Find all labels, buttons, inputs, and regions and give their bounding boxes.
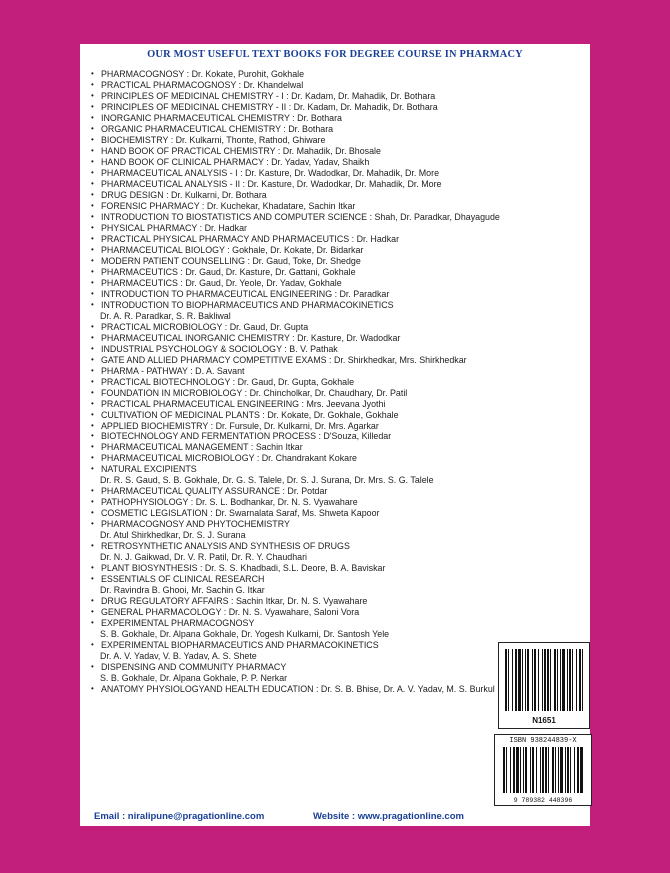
book-item [91,146,591,157]
book-title: FORENSIC PHARMACY : Dr. Kuchekar, Khadatare, Sachin Itkar [101,200,356,211]
book-title: ORGANIC PHARMACEUTICAL CHEMISTRY : Dr. Bothara [101,123,334,134]
book-title: PATHOPHYSIOLOGY : Dr. S. L. Bodhankar, Dr. N. S. Vyawahare [101,497,358,508]
book-title: PHARMACEUTICAL MICROBIOLOGY : Dr. Chandrakant Kokare [101,453,357,464]
book-item [91,212,591,223]
book-title: PHARMACOGNOSY AND PHYTOCHEMISTRY [101,519,290,530]
book-item [91,442,591,453]
book-item [91,102,591,113]
book-item [91,124,591,135]
book-item [91,256,591,267]
book-authors: Dr. A. R. Paradkar, S. R. Bakliwal [100,310,231,321]
book-item [91,91,591,102]
book-title: NATURAL EXCIPIENTS [101,464,197,475]
barcode-icon [505,649,583,711]
book-item [91,355,591,366]
book-title: CULTIVATION OF MEDICINAL PLANTS : Dr. Kokate, Dr. Gokhale, Gokhale [101,409,399,420]
book-item [91,245,591,256]
book-title: BIOCHEMISTRY : Dr. Kulkarni, Thonte, Rathod, Ghiware [101,134,326,145]
book-item [91,300,591,322]
book-title: PLANT BIOSYNTHESIS : Dr. S. S. Khadbadi, S.L. Deore, B. A. Baviskar [101,563,386,574]
book-title: PHARMACOGNOSY : Dr. Kokate, Purohit, Gokhale [101,69,305,79]
book-title: PHYSICAL PHARMACY : Dr. Hadkar [101,222,247,233]
book-title: PRINCIPLES OF MEDICINAL CHEMISTRY - II : Dr. Kadam, Dr. Mahadik, Dr. Bothara [101,101,438,112]
book-item [91,497,591,508]
book-item [91,278,591,289]
book-list [91,69,591,695]
book-title: PHARMA - PATHWAY : D. A. Savant [101,365,245,376]
book-title: PRACTICAL PHARMACOGNOSY : Dr. Khandelwal [101,79,304,90]
barcode-label [498,642,590,729]
book-item [91,322,591,333]
book-title: PHARMACEUTICAL MANAGEMENT : Sachin Itkar [101,442,303,453]
book-title: PHARMACEUTICAL BIOLOGY : Gokhale, Dr. Kokate, Dr. Bidarkar [101,244,364,255]
book-title: FOUNDATION IN MICROBIOLOGY : Dr. Chincholkar, Dr. Chaudhary, Dr. Patil [101,387,408,398]
book-item [91,410,591,421]
barcode-code: N1651 [532,716,556,725]
book-item [91,431,591,442]
book-title: PHARMACEUTICS : Dr. Gaud, Dr. Kasture, Dr. Gattani, Gokhale [101,266,356,277]
book-item [91,563,591,574]
book-item [91,486,591,497]
isbn-barcode-icon [503,747,583,793]
book-title: BIOTECHNOLOGY AND FERMENTATION PROCESS : D'Souza, Killedar [101,431,392,442]
book-title: PRACTICAL PHYSICAL PHARMACY AND PHARMACEUTICS : Dr. Hadkar [101,233,400,244]
isbn-digits: 9 789382 448396 [513,797,573,804]
footer-website[interactable]: Website : www.pragationline.com [313,811,464,822]
book-item [91,113,591,124]
book-item [91,234,591,245]
book-item [91,377,591,388]
book-title: DRUG DESIGN : Dr. Kulkarni, Dr. Bothara [101,189,267,200]
book-title: HAND BOOK OF PRACTICAL CHEMISTRY : Dr. Mahadik, Dr. Bhosale [101,145,381,156]
book-item [91,541,591,563]
book-item [91,157,591,168]
book-authors: Dr. N. J. Gaikwad, Dr. V. R. Patil, Dr. R. Y. Chaudhari [100,552,307,563]
isbn-label: ISBN 938244839-X [509,737,577,745]
book-authors: Dr. A. V. Yadav, V. B. Yadav, A. S. Shete [100,651,257,662]
book-title: PHARMACEUTICAL INORGANIC CHEMISTRY : Dr. Kasture, Dr. Wadodkar [101,332,401,343]
book-title: EXPERIMENTAL BIOPHARMACEUTICS AND PHARMACOKINETICS [101,640,379,651]
book-item [91,519,591,541]
book-item [91,464,591,486]
book-title: HAND BOOK OF CLINICAL PHARMACY : Dr. Yadav, Yadav, Shaikh [101,156,370,167]
book-title: PHARMACEUTICAL ANALYSIS - I : Dr. Kasture, Dr. Wadodkar, Dr. Mahadik, Dr. More [101,167,440,178]
book-title: INORGANIC PHARMACEUTICAL CHEMISTRY : Dr. Bothara [101,112,342,123]
book-item [91,69,591,80]
book-item [91,135,591,146]
book-item [91,399,591,410]
book-title: MODERN PATIENT COUNSELLING : Dr. Gaud, Toke, Dr. Shedge [101,255,361,266]
book-title: DISPENSING AND COMMUNITY PHARMACY [101,662,287,673]
book-title: PRACTICAL PHARMACEUTICAL ENGINEERING : Mrs. Jeevana Jyothi [101,398,386,409]
book-item [91,168,591,179]
book-item [91,80,591,91]
book-item [91,388,591,399]
book-title: INTRODUCTION TO BIOPHARMACEUTICS AND PHARMACOKINETICS [101,299,394,310]
book-authors: S. B. Gokhale, Dr. Alpana Gokhale, P. P. Nerkar [100,673,288,684]
book-authors: Dr. R. S. Gaud, S. B. Gokhale, Dr. G. S. Talele, Dr. S. J. Surana, Dr. Mrs. S. G. Talele [100,475,434,486]
book-item [91,267,591,278]
book-title: COSMETIC LEGISLATION : Dr. Swarnalata Saraf, Ms. Shweta Kapoor [101,508,380,519]
book-item [91,223,591,234]
book-title: GATE AND ALLIED PHARMACY COMPETITIVE EXAMS : Dr. Shirkhedkar, Mrs. Shirkhedkar [101,354,467,365]
book-title: PHARMACEUTICAL ANALYSIS - II : Dr. Kasture, Dr. Wadodkar, Dr. Mahadik, Dr. More [101,178,442,189]
book-title: EXPERIMENTAL PHARMACOGNOSY [101,618,255,629]
book-item [91,421,591,432]
book-authors: Dr. Ravindra B. Ghooi, Mr. Sachin G. Itkar [100,585,265,596]
book-title: PHARMACEUTICS : Dr. Gaud, Dr. Yeole, Dr. Yadav, Gokhale [101,277,342,288]
book-item [91,618,591,640]
book-item [91,596,591,607]
book-title: INDUSTRIAL PSYCHOLOGY & SOCIOLOGY : B. V. Pathak [101,343,338,354]
book-title: INTRODUCTION TO PHARMACEUTICAL ENGINEERING : Dr. Paradkar [101,288,390,299]
page-heading: OUR MOST USEFUL TEXT BOOKS FOR DEGREE COURSE IN PHARMACY [147,49,523,60]
book-title: ESSENTIALS OF CLINICAL RESEARCH [101,574,265,585]
book-title: PHARMACEUTICAL QUALITY ASSURANCE : Dr. Potdar [101,486,328,497]
footer-email[interactable]: Email : niralipune@pragationline.com [94,811,265,822]
book-item [91,508,591,519]
book-item [91,453,591,464]
book-authors: S. B. Gokhale, Dr. Alpana Gokhale, Dr. Yogesh Kulkarni, Dr. Santosh Yele [100,629,390,640]
book-title: DRUG REGULATORY AFFAIRS : Sachin Itkar, Dr. N. S. Vyawahare [101,596,368,607]
book-item [91,344,591,355]
book-title: ANATOMY PHYSIOLOGYAND HEALTH EDUCATION : Dr. S. B. Bhise, Dr. A. V. Yadav, M. S. Burkul [101,684,495,695]
book-authors: Dr. Atul Shirkhedkar, Dr. S. J. Surana [100,530,246,541]
book-title: GENERAL PHARMACOLOGY : Dr. N. S. Vyawahare, Saloni Vora [101,607,360,618]
isbn-barcode [494,734,592,806]
book-item [91,607,591,618]
book-title: RETROSYNTHETIC ANALYSIS AND SYNTHESIS OF DRUGS [101,541,350,552]
book-title: PRACTICAL BIOTECHNOLOGY : Dr. Gaud, Dr. Gupta, Gokhale [101,376,355,387]
book-item [91,289,591,300]
book-item [91,366,591,377]
book-item [91,574,591,596]
book-title: INTRODUCTION TO BIOSTATISTICS AND COMPUTER SCIENCE : Shah, Dr. Paradkar, Dhayagude [101,211,500,222]
book-item [91,179,591,190]
book-title: PRINCIPLES OF MEDICINAL CHEMISTRY - I : Dr. Kadam, Dr. Mahadik, Dr. Bothara [101,90,436,101]
book-item [91,190,591,201]
book-title: APPLIED BIOCHEMISTRY : Dr. Fursule, Dr. Kulkarni, Dr. Mrs. Agarkar [101,420,379,431]
book-title: PRACTICAL MICROBIOLOGY : Dr. Gaud, Dr. Gupta [101,321,309,332]
book-item [91,201,591,212]
book-item [91,333,591,344]
